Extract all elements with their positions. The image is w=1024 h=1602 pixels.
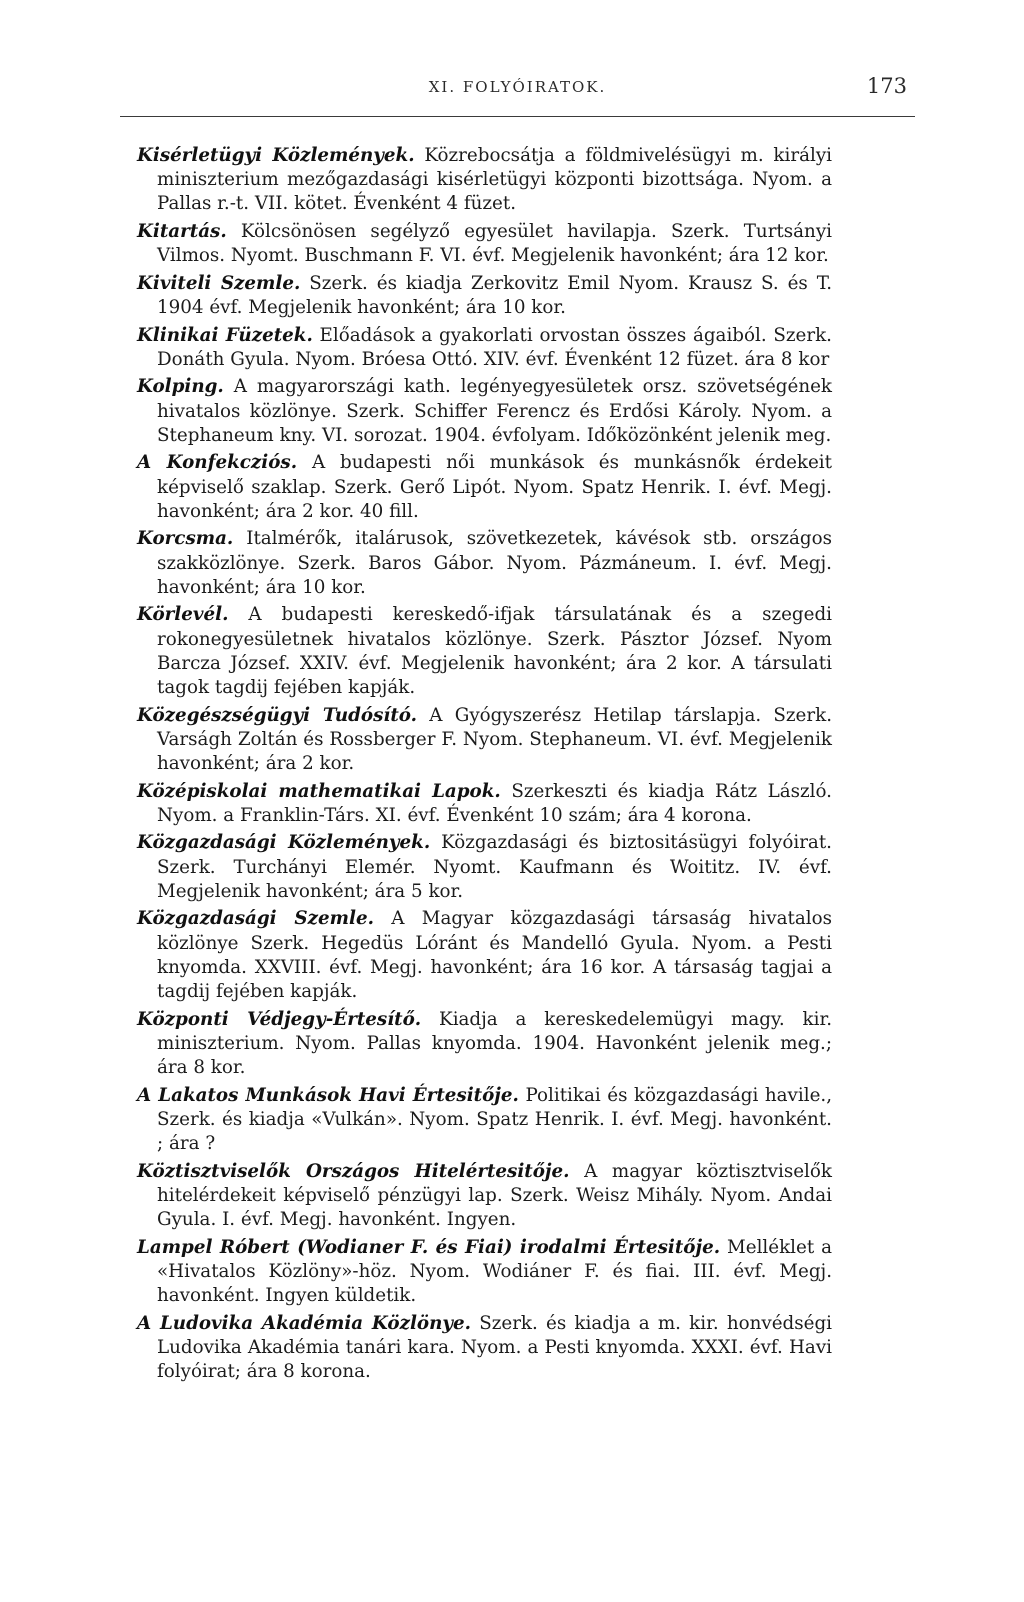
entry-text: A Gyógyszerész Hetilap társlapja. Szerk. Varságh Zoltán és Rossberger F. Nyom. Stephaneum. VI. évf. Megjelenik havonként; ára 2 kor. <box>157 704 833 774</box>
entry-title: Kitartás. <box>137 221 227 242</box>
entry-text: Kölcsönösen segélyző egyesület havilapja. Szerk. Turtsányi Vilmos. Nyomt. Buschmann F. VI. évf. Megjelenik havonként; ára 12 kor. <box>157 221 833 267</box>
entry-text: Közgazdasági és biztositásügyi folyóirat. Szerk. Turchányi Elemér. Nyomt. Kaufmann és Woititz. IV. évf. Megjelenik havonként; ára 5 kor. <box>157 832 832 902</box>
entry-text: Melléklet a «Hivatalos Közlöny»-höz. Nyom. Wodiáner F. és fiai. III. évf. Megj. havonként. Ingyen küldetik. <box>157 1236 833 1306</box>
entry-text: Előadások a gyakorlati orvostan összes ágaiból. Szerk. Donáth Gyula. Nyom. Bróesa Ottó. XIV. évf. Évenként 12 füzet. ára 8 kor <box>157 324 832 370</box>
entry-title: Központi Védjegy-Értesítő. <box>137 1008 422 1030</box>
entry-konfekczios <box>137 451 832 524</box>
page-number: 173 <box>866 74 907 98</box>
entry-title: Köztisztviselők Országos Hitelértesitője. <box>137 1160 570 1182</box>
entry-lampel-robert-irodalmi-ertesitoje <box>137 1236 832 1309</box>
entry-title: Klinikai Füzetek. <box>137 324 313 346</box>
entry-koztisztviselok-hitelertesitoje <box>137 1160 832 1233</box>
entry-text: A magyarországi kath. legényegyesületek orsz. szövetségének hivatalos közlönye. Szerk. Schiffer Ferencz és Erdősi Károly. Nyom. a Stephaneum kny. VI. sorozat. 1904. évfolyam. Időközönként jelenik meg. <box>157 376 832 446</box>
running-title: XI. FOLYÓIRATOK. <box>428 78 607 96</box>
entry-kitartas <box>137 220 832 268</box>
entry-title: A Ludovika Akadémia Közlönye. <box>137 1312 472 1334</box>
entry-klinikai-fuzetek <box>137 324 832 372</box>
entry-title: Kiviteli Szemle. <box>137 272 301 294</box>
header-rule <box>120 116 915 117</box>
entry-kolping <box>137 375 832 448</box>
entry-text: A Magyar közgazdasági társaság hivatalos közlönye Szerk. Hegedüs Lóránt és Mandelló Gyula. Nyom. a Pesti knyomda. XXVIII. évf. Megj. havonként; ára 16 kor. A társaság tagjai a tagdij fejében kapják. <box>157 908 832 1002</box>
entry-title: Közgazdasági Közlemények. <box>137 832 431 854</box>
entry-text: A magyar köztisztviselők hitelérdekeit képviselő pénzügyi lap. Szerk. Weisz Mihály. Nyom. Andai Gyula. I. évf. Megj. havonként. Ingyen. <box>157 1160 832 1230</box>
entry-kozgazdasagi-szemle <box>137 907 832 1004</box>
entry-kozponti-vedjegy-ertesito <box>137 1008 832 1081</box>
entry-title: Kolping. <box>137 376 224 398</box>
entry-korcsma <box>137 527 832 600</box>
entry-text: A budapesti kereskedő-ifjak társulatának és a szegedi rokonegyesületnek hivatalos közlönye. Szerk. Pásztor József. Nyom Barcza József. XXIV. évf. Megjelenik havonként; ára 2 kor. A társulati tagok tagdij fejében kapják. <box>157 604 832 698</box>
entry-text: Szerk. és kiadja a m. kir. honvédségi Ludovika Akadémia tanári kara. Nyom. a Pesti knyomda. XXXI. évf. Havi folyóirat; ára 8 korona. <box>157 1312 832 1382</box>
running-head <box>120 74 915 108</box>
entry-title: Lampel Róbert (Wodianer F. és Fiai) irodalmi Értesitője. <box>137 1236 721 1258</box>
entry-lakatos-munkasok-havi-ertesitoje <box>137 1084 832 1157</box>
entry-kozegeszsegugyi-tudosito <box>137 704 832 777</box>
entry-title: A Lakatos Munkások Havi Értesitője. <box>137 1084 519 1106</box>
entry-kiviteli-szemle <box>137 272 832 320</box>
entry-korlevel <box>137 603 832 700</box>
entry-text: Politikai és közgazdasági havile., Szerk. és kiadja «Vulkán». Nyom. Spatz Henrik. I. évf. Megj. havonként. ; ára ? <box>157 1084 833 1154</box>
entry-text: Szerk. és kiadja Zerkovitz Emil Nyom. Krausz S. és T. 1904 évf. Megjelenik havonként; ára 10 kor. <box>157 272 833 318</box>
entry-title: Közegészségügyi Tudósító. <box>137 704 418 726</box>
entry-text: Közrebocsátja a földmivelésügyi m. királyi miniszterium mezőgazdasági kisérletügyi központi bizottsága. Nyom. a Pallas r.-t. VII. kötet. Évenként 4 füzet. <box>157 145 832 215</box>
entry-title: Közgazdasági Szemle. <box>137 908 374 930</box>
entry-ludovika-akademia-kozlonye <box>137 1312 832 1385</box>
entry-title: Körlevél. <box>137 604 229 626</box>
periodical-entries <box>137 144 832 1388</box>
entry-kiserletugyi-kozlemenyek <box>137 144 832 217</box>
entry-text: Italmérők, italárusok, szövetkezetek, kávésok stb. országos szakközlönye. Szerk. Baros Gábor. Nyom. Pázmáneum. I. évf. Megj. havonként; ára 10 kor. <box>157 528 833 598</box>
entry-text: Kiadja a kereskedelemügyi magy. kir. miniszterium. Nyom. Pallas knyomda. 1904. Havonként jelenik meg.; ára 8 kor. <box>157 1008 833 1078</box>
entry-text: Szerkeszti és kiadja Rátz László. Nyom. a Franklin-Társ. XI. évf. Évenként 10 szám; ára 4 korona. <box>157 780 832 826</box>
entry-kozgazdasagi-kozlemenyek <box>137 831 832 904</box>
entry-title: Középiskolai mathematikai Lapok. <box>137 780 501 802</box>
entry-kozepiskolai-mathematikai-lapok <box>137 780 832 828</box>
entry-title: Korcsma. <box>137 528 234 550</box>
entry-title: Kisérletügyi Közlemények. <box>137 145 415 166</box>
entry-title: A Konfekcziós. <box>137 452 298 474</box>
entry-text: A budapesti női munkások és munkásnők érdekeit képviselő szaklap. Szerk. Gerő Lipót. Nyom. Spatz Henrik. I. évf. Megj. havonként; ára 2 kor. 40 fill. <box>157 452 833 522</box>
